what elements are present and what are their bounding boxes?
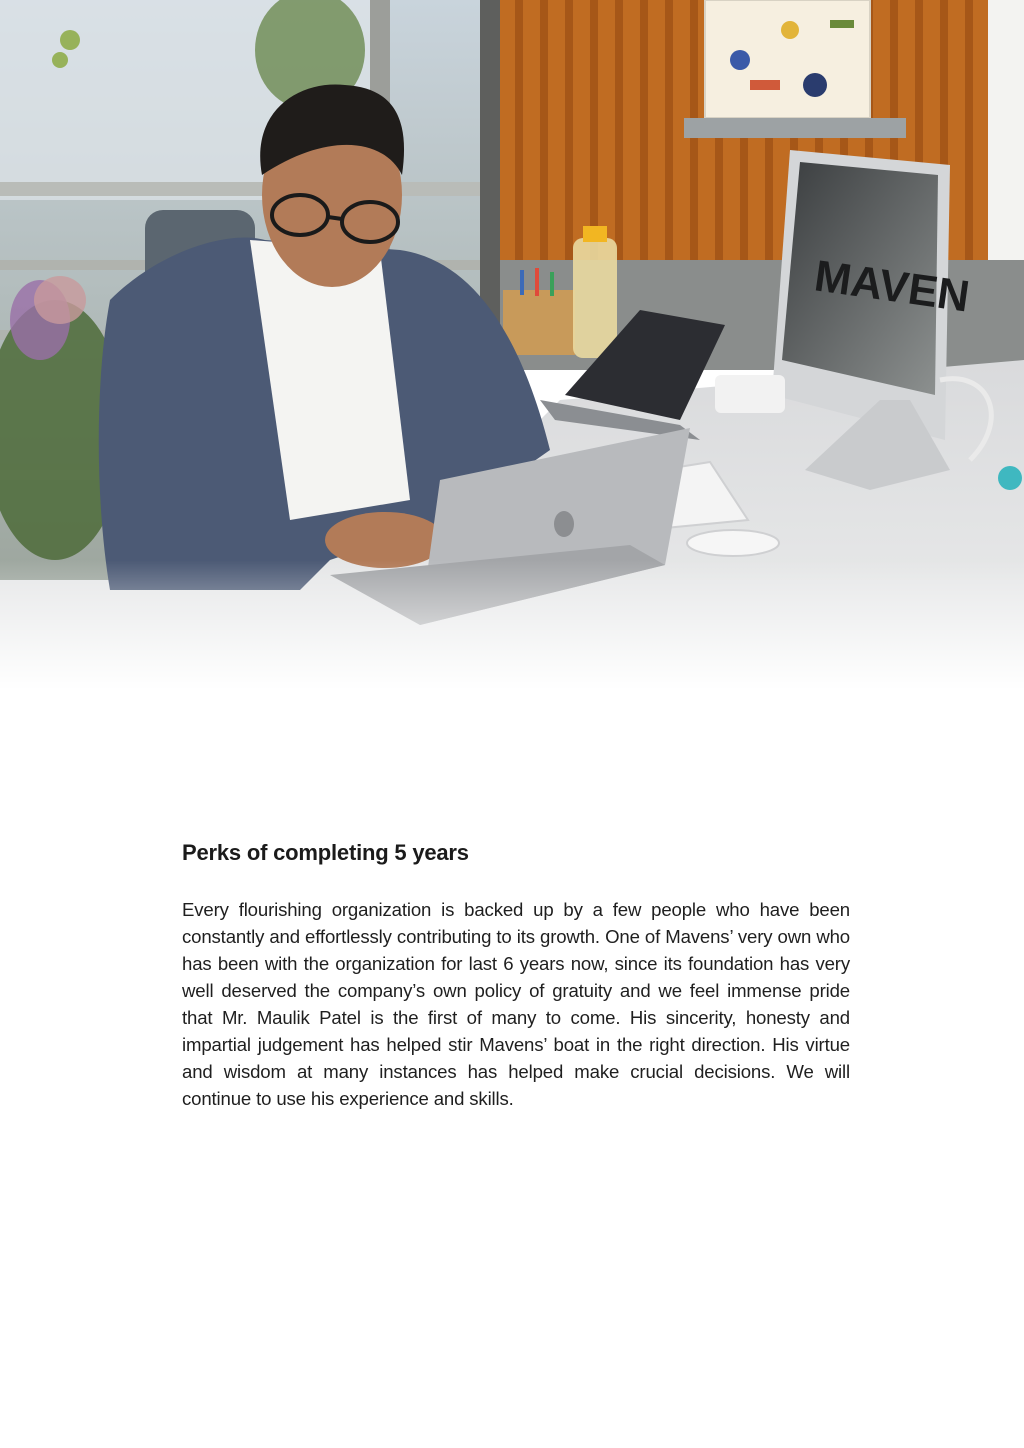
hero-photo xyxy=(0,0,1024,690)
article-body: Every flourishing organization is backed up by a few people who have been constantly and effortlessly contributing to its growth. One of Mavens’ very own who has been with the organization for last 6 years now, since its foundation has very well deserved the company’s own policy of gratuity and we feel immense pride that Mr. Maulik Patel is the first of many to come. His sincerity, honesty and impartial judgement has helped stir Mavens’ boat in the right direction. His virtue and wisdom at many instances has helped make crucial decisions. We will continue to use his experience and skills. xyxy=(182,899,850,1109)
mouse xyxy=(687,530,779,556)
office-photo-illustration xyxy=(0,0,1024,690)
water-bottle xyxy=(573,238,617,358)
article-title: Perks of completing 5 years xyxy=(182,840,469,865)
pen-holder xyxy=(503,290,575,355)
article xyxy=(182,836,850,1112)
apple-logo-icon xyxy=(554,511,574,537)
monitor-logo: MAVEN xyxy=(811,251,973,322)
art-frame xyxy=(705,0,870,118)
person-hand xyxy=(325,512,445,568)
wall-shelf xyxy=(684,118,906,138)
